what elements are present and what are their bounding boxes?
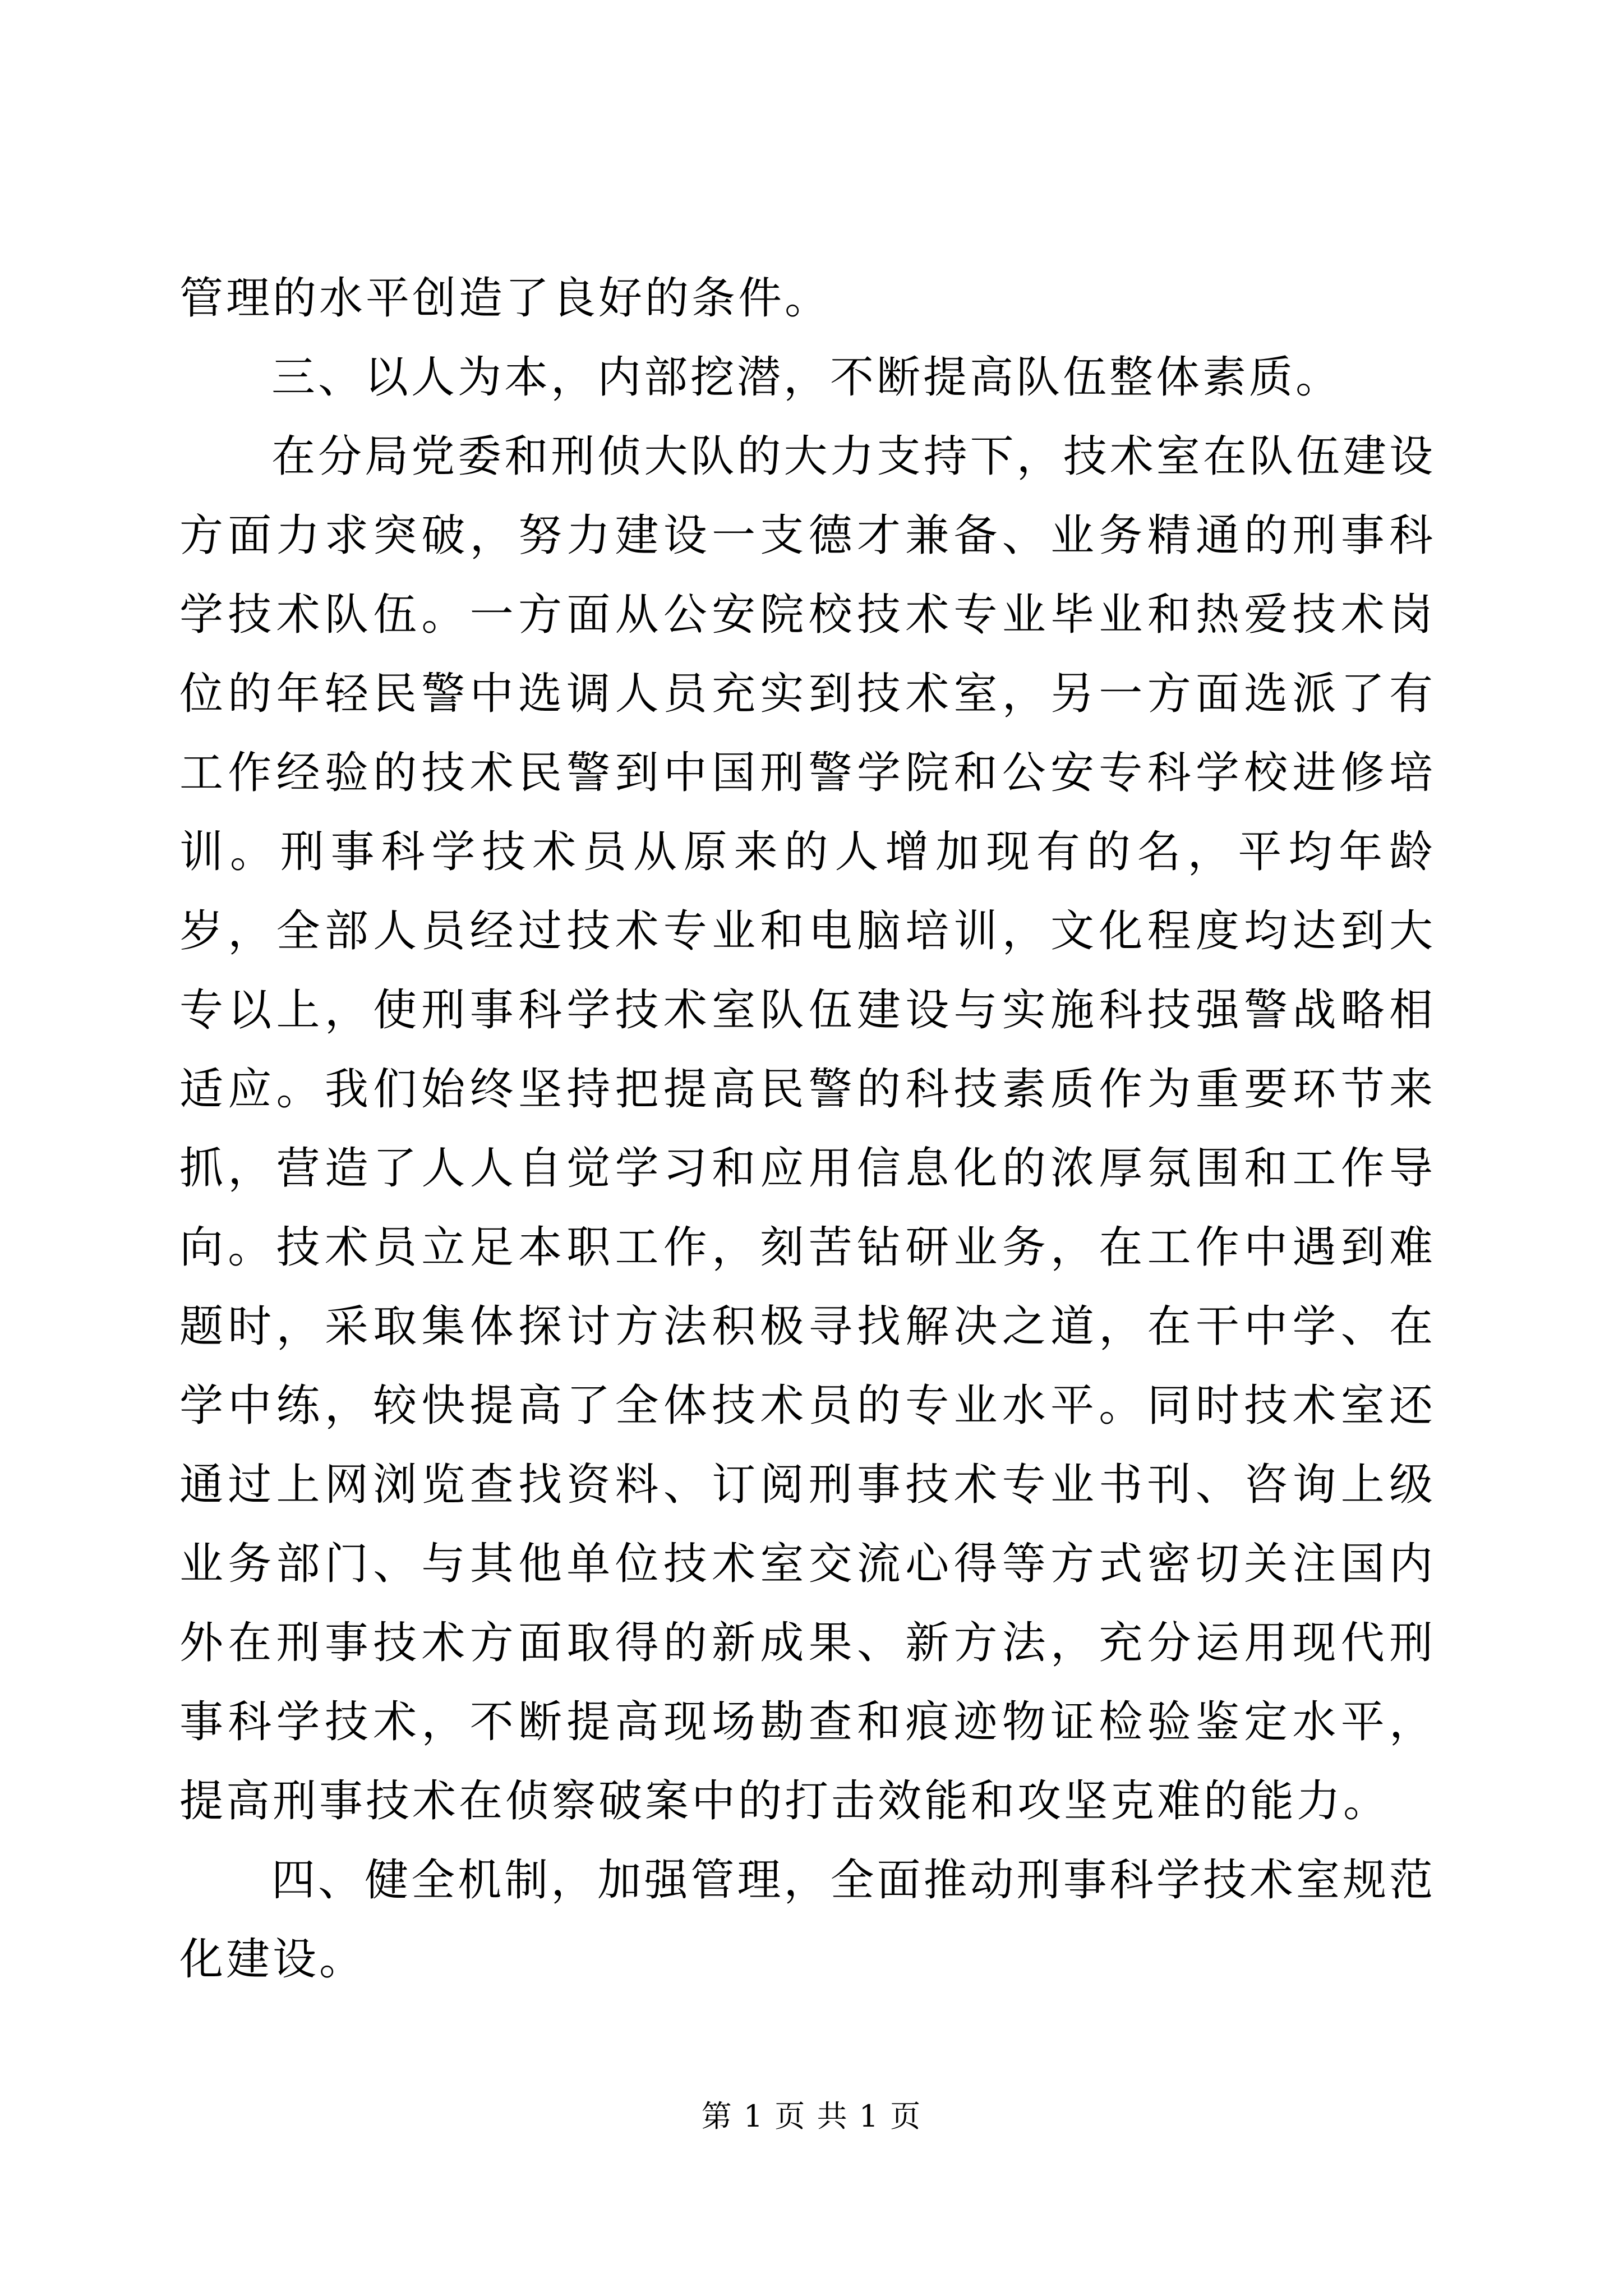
document-body [179,259,1436,1999]
paragraph-continuation: 管理的水平创造了良好的条件。 [179,273,832,324]
section-heading-four: 四、健全机制，加强管理，全面推动刑事科学技术室规范化建设。 [179,1855,1436,1985]
page-footer: 第 1 页 共 1 页 [701,2099,922,2134]
paragraph-team-building: 在分局党委和刑侦大队的大力支持下，技术室在队伍建设方面力求突破，努力建设一支德才兼备、业务精通的刑事科学技术队伍。一方面从公安院校技术专业毕业和热爱技术岗位的年轻民警中选调人员充实到技术室，另一方面选派了有工作经验的技术民警到中国刑警学院和公安专科学校进修培训。刑事科学技术员从原来的人增加现有的名，平均年龄岁，全部人员经过技术专业和电脑培训，文化程度均达到大专以上，使刑事科学技术室队伍建设与实施科技强警战略相适应。我们始终坚持把提高民警的科技素质作为重要环节来抓，营造了人人自觉学习和应用信息化的浓厚氛围和工作导向。技术员立足本职工作，刻苦钻研业务，在工作中遇到难题时，采取集体探讨方法积极寻找解决之道，在干中学、在学中练，较快提高了全体技术员的专业水平。同时技术室还通过上网浏览查找资料、订阅刑事技术专业书刊、咨询上级业务部门、与其他单位技术室交流心得等方式密切关注国内外在刑事技术方面取得的新成果、新方法，充分运用现代刑事科学技术，不断提高现场勘查和痕迹物证检验鉴定水平，提高刑事技术在侦察破案中的打击效能和攻坚克难的能力。 [179,431,1436,1826]
section-heading-three: 三、以人为本，内部挖潜，不断提高队伍整体素质。 [271,352,1343,403]
